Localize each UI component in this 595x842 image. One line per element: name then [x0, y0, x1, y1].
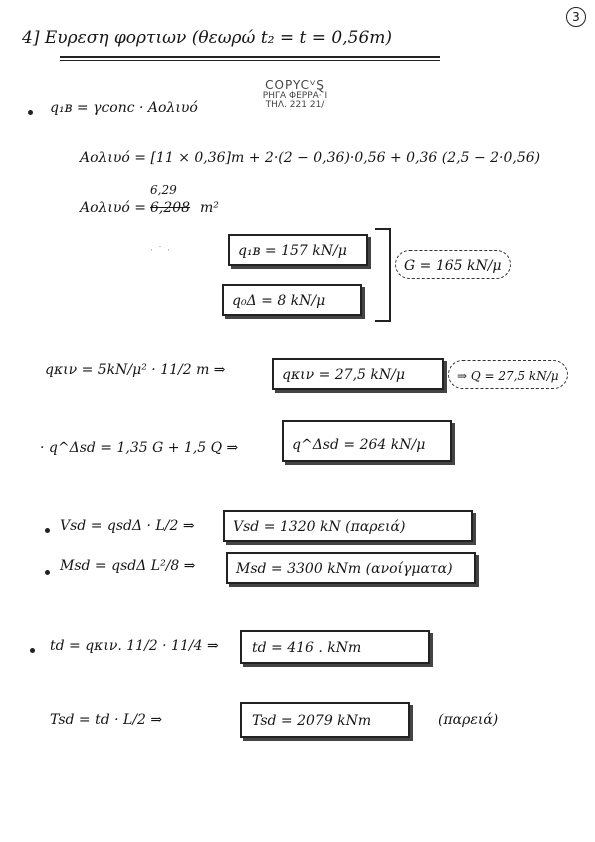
stamp-line-3: ΤΗΛ. 221 21/	[265, 100, 325, 111]
G-label: G = 165 kN/μ	[404, 258, 502, 274]
box-td	[240, 630, 430, 664]
Q-cloud	[448, 360, 568, 389]
box-tsd	[240, 702, 410, 738]
equation-vsd: Vsd = qsdΔ · L/2 ⇒	[60, 518, 195, 534]
copy-shop-stamp	[255, 79, 335, 110]
equation-td: td = qκιν. 11/2 · 11/4 ⇒	[50, 638, 219, 654]
box-q0a-text: q₀Δ = 8 kN/μ	[232, 293, 326, 309]
box-q1b-text: q₁ʙ = 157 kN/μ	[238, 243, 347, 259]
bullet	[28, 110, 33, 115]
equation-qkin: qκιν = 5kN/μ² · 11/2 m ⇒	[45, 362, 226, 378]
box-td-text: td = 416 . kNm	[252, 640, 362, 656]
heading-underline-2	[60, 60, 440, 61]
section-heading: 4] Ευρεση φορτιων (θεωρώ t₂ = t = 0,56m)	[22, 28, 393, 48]
box-tsd-text: Tsd = 2079 kNm	[252, 713, 372, 729]
equation-q1b: q₁ʙ = γconc · Αολιυό	[50, 100, 198, 116]
sum-bracket	[375, 228, 391, 322]
corrected-area-value: 6,29	[150, 183, 177, 197]
equation-area-expansion: Αολιυό = [11 × 0,36]m + 2·(2 − 0,36)·0,56 + 0,36 (2,5 − 2·0,56)	[80, 150, 541, 166]
area-unit: m²	[200, 200, 219, 216]
box-q0a	[222, 284, 362, 316]
heading-underline	[60, 56, 440, 58]
box-qkin	[272, 358, 444, 390]
box-qsd-text: q^Δsd = 264 kN/μ	[292, 437, 426, 453]
bullet	[30, 648, 35, 653]
box-vsd-text: Vsd = 1320 kN (παρειά)	[233, 519, 406, 535]
box-msd-text: Msd = 3300 kNm (ανοίγματα)	[236, 561, 453, 577]
equation-tsd: Tsd = td · L/2 ⇒	[50, 712, 163, 728]
box-qkin-text: qκιν = 27,5 kN/μ	[282, 367, 405, 383]
equation-msd: Msd = qsdΔ L²/8 ⇒	[60, 558, 196, 574]
box-q1b	[228, 234, 368, 266]
ink-specks: · ˙ ·	[150, 246, 171, 256]
box-msd	[226, 552, 476, 584]
Q-label: ⇒ Q = 27,5 kN/μ	[457, 369, 559, 383]
equation-qsd: · q^Δsd = 1,35 G + 1,5 Q ⇒	[40, 440, 239, 456]
stamp-line-1: COPYCⱽⱾ	[265, 78, 325, 92]
bullet	[45, 528, 50, 533]
stamp-line-2: ΡΗΓΑ ΦΕΡΡΑ· Ι	[262, 90, 328, 101]
tsd-note: (παρειά)	[438, 712, 499, 728]
equation-area-result-prefix: Αολιυό =	[80, 200, 147, 216]
G-cloud	[395, 250, 511, 279]
struck-value: 6,208	[150, 200, 191, 216]
bullet	[45, 570, 50, 575]
page-number: 3	[566, 7, 586, 27]
box-vsd	[223, 510, 473, 542]
box-qsd	[282, 420, 452, 462]
